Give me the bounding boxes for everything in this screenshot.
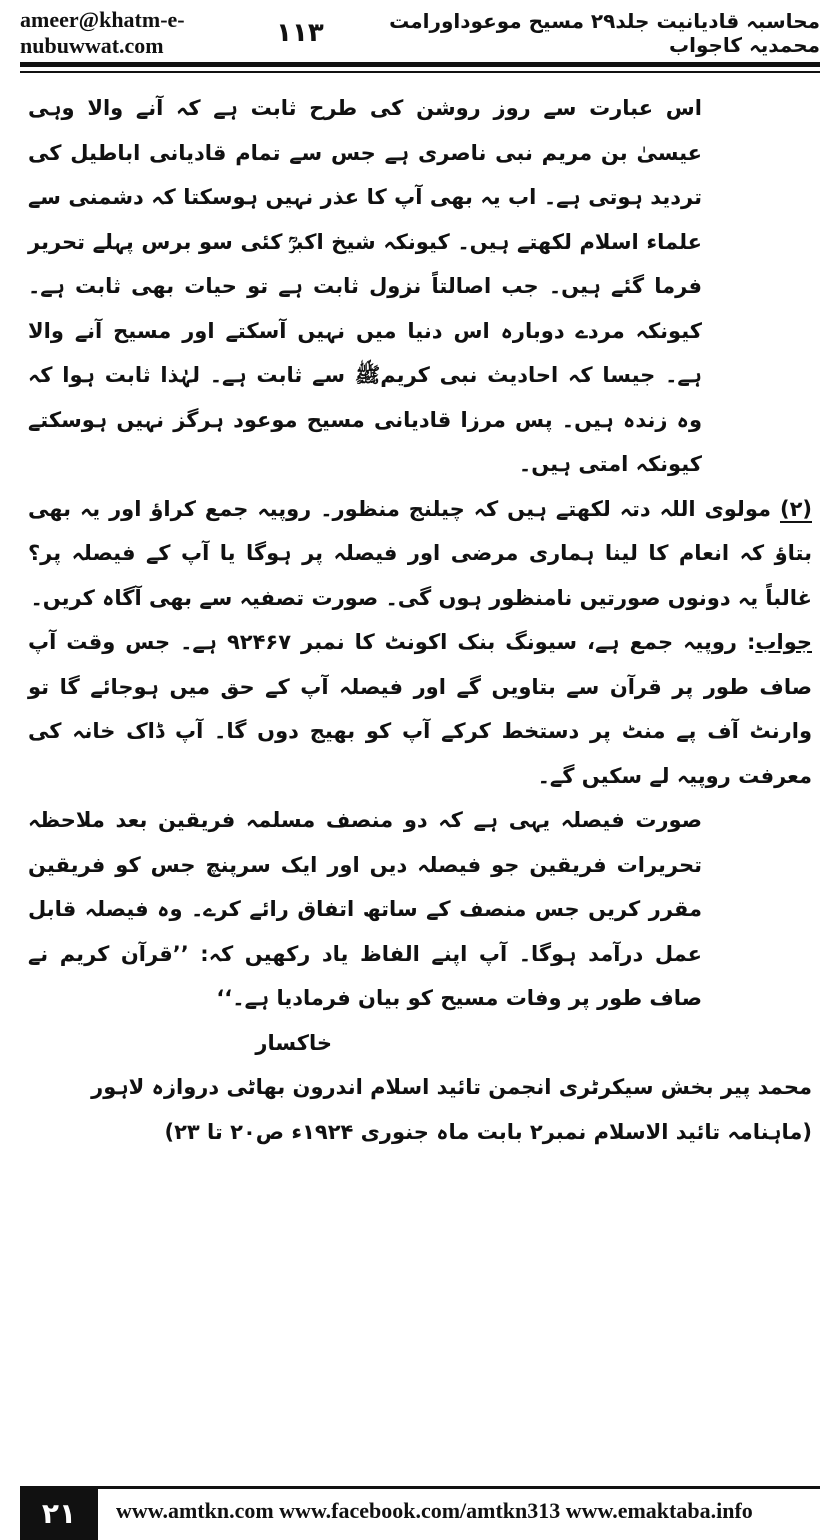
paragraph-1: اس عبارت سے روز روشن کی طرح ثابت ہے کہ آنے والا وہی عیسیٰ بن مریم نبی ناصری ہے جس سے تمام قادیانی اباطیل کی تردید ہوتی ہے۔ اب یہ بھی آپ کا عذر نہیں ہوسکتا کہ دشمنی سے علماء اسلام لکھتے ہیں۔ کیونکہ شیخ اکبرؒ کئی سو برس پہلے تحریر فرما گئے ہیں۔ جب اصالتاً نزول ثابت ہے تو حیات بھی ثابت ہے۔ کیونکہ مردے دوبارہ اس دنیا میں نہیں آسکتے اور مسیح آنے والا ہے۔ جیسا کہ احادیث نبی کریمﷺ سے ثابت ہے۔ لہٰذا ثابت ہوا کہ وہ زندہ ہیں۔ پس مرزا قادیانی مسیح موعود ہرگز نہیں ہوسکتے کیونکہ امتی ہیں۔ bbox=[28, 96, 702, 476]
answer-text: : روپیہ جمع ہے، سیونگ بنک اکونٹ کا نمبر ۹۲۴۶۷ ہے۔ جس وقت آپ صاف طور پر قرآن سے بتاویں گے اور فیصلہ آپ کے حق میں ہوجائے گا تو وارنٹ آف پے منٹ پر دستخط کرکے آپ کو بھیج دوں گا۔ آپ ڈاک خانہ کی معرفت روپیہ لے سکیں گے۔ bbox=[28, 630, 812, 788]
header-rule-thick bbox=[20, 62, 820, 67]
page-footer bbox=[20, 1486, 820, 1540]
answer-label: جواب bbox=[755, 630, 812, 654]
section-number-marker: (۲) bbox=[780, 498, 812, 523]
header-book-title: محاسبہ قادیانیت جلد۲۹ مسیح موعوداورامت محمدیہ کاجواب bbox=[389, 9, 820, 57]
author-line: محمد پیر بخش سیکرٹری انجمن تائید اسلام اندرون بھاٹی دروازہ لاہور bbox=[91, 1075, 812, 1099]
header-title-group bbox=[276, 9, 820, 57]
paragraph-2 bbox=[28, 487, 812, 621]
footer-rule bbox=[20, 1486, 820, 1489]
header-email[interactable]: ameer@khatm-e-nubuwwat.com bbox=[20, 7, 185, 58]
paragraph-3: صورت فیصلہ یہی ہے کہ دو منصف مسلمہ فریقین بعد ملاحظہ تحریرات فریقین جو فیصلہ دیں اور ایک سرپنچ جس کو فریقین مقرر کریں جس منصف کے ساتھ اتفاق رائے کرے۔ وہ فیصلہ قابل عمل درآمد ہوگا۔ آپ اپنے الفاظ یاد رکھیں کہ: ’’قرآن کریم نے صاف طور پر وفات مسیح کو بیان فرمادیا ہے۔‘‘ bbox=[28, 808, 702, 1010]
signature: خاکسار bbox=[255, 1030, 332, 1055]
answer-paragraph bbox=[28, 620, 812, 798]
paragraph-2-text: مولوی اللہ دتہ لکھتے ہیں کہ چیلنج منظور۔ روپیہ جمع کراؤ اور یہ بھی بتاؤ کہ انعام کا لینا ہماری مرضی اور فیصلہ پر ہوگا یا آپ کے فیصلہ پر؟ غالباً یہ دونوں صورتیں نامنظور ہوں گی۔ صورت تصفیہ سے بھی آگاہ کریں۔ bbox=[28, 496, 812, 610]
header-page-number: ۱۱۳ bbox=[276, 18, 324, 48]
footer-links[interactable]: www.amtkn.com www.facebook.com/amtkn313 www.emaktaba.info bbox=[116, 1498, 753, 1523]
footer-page-number: ۲۱ bbox=[20, 1486, 98, 1540]
header-rule-thin bbox=[20, 71, 820, 73]
reference-line: (ماہنامہ تائید الاسلام نمبر۲ بابت ماہ جنوری ۱۹۲۴ء ص۲۰ تا ۲۳) bbox=[164, 1119, 812, 1144]
page-header bbox=[20, 7, 820, 58]
page-body bbox=[28, 86, 812, 1154]
